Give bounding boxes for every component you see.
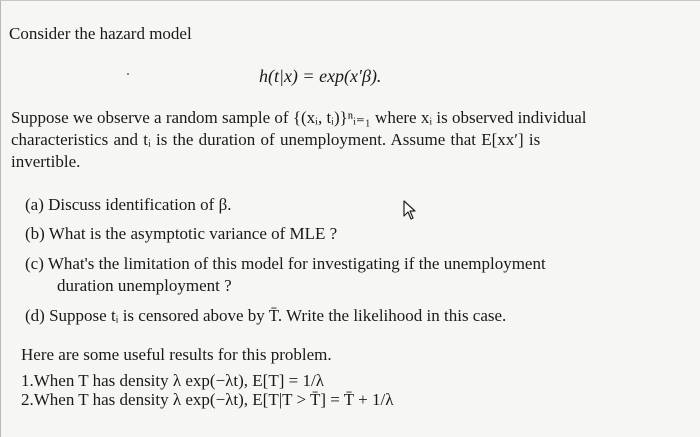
question-c-continued: duration unemployment ? xyxy=(57,276,232,295)
paragraph-line-1: Suppose we observe a random sample of {(xᵢ, tᵢ)}ⁿᵢ₌₁ where xᵢ is observed individual xyxy=(11,108,587,127)
paragraph-line-2: characteristics and tᵢ is the duration of unemployment. Assume that E[xx′] is xyxy=(11,130,541,149)
question-label: (a) xyxy=(25,195,44,214)
question-a xyxy=(25,194,231,216)
question-text: What is the asymptotic variance of MLE ? xyxy=(48,224,338,243)
mouse-pointer-icon xyxy=(403,200,417,220)
hints-heading: Here are some useful results for this problem. xyxy=(21,345,332,364)
scan-speck xyxy=(127,73,129,75)
hazard-equation: h(t|x) = exp(x′β). xyxy=(259,66,382,86)
question-text: Suppose tᵢ is censored above by T̄. Write the likelihood in this case. xyxy=(49,306,507,325)
hint-item-2: 2.When T has density λ exp(−λt), E[T|T > T̄] = T̄ + 1/λ xyxy=(21,390,394,409)
question-d xyxy=(25,305,506,327)
hint-item-1: 1.When T has density λ exp(−λt), E[T] = 1/λ xyxy=(21,371,324,390)
question-c xyxy=(25,253,546,275)
question-b xyxy=(25,223,337,245)
question-label: (c) xyxy=(25,254,44,273)
question-label: (b) xyxy=(25,224,45,243)
question-label: (d) xyxy=(25,306,45,325)
question-text: Discuss identification of β. xyxy=(48,195,232,214)
paragraph-line-3: invertible. xyxy=(11,152,81,171)
question-text: What's the limitation of this model for investigating if the unemployment xyxy=(47,254,546,273)
intro-text: Consider the hazard model xyxy=(9,24,192,43)
